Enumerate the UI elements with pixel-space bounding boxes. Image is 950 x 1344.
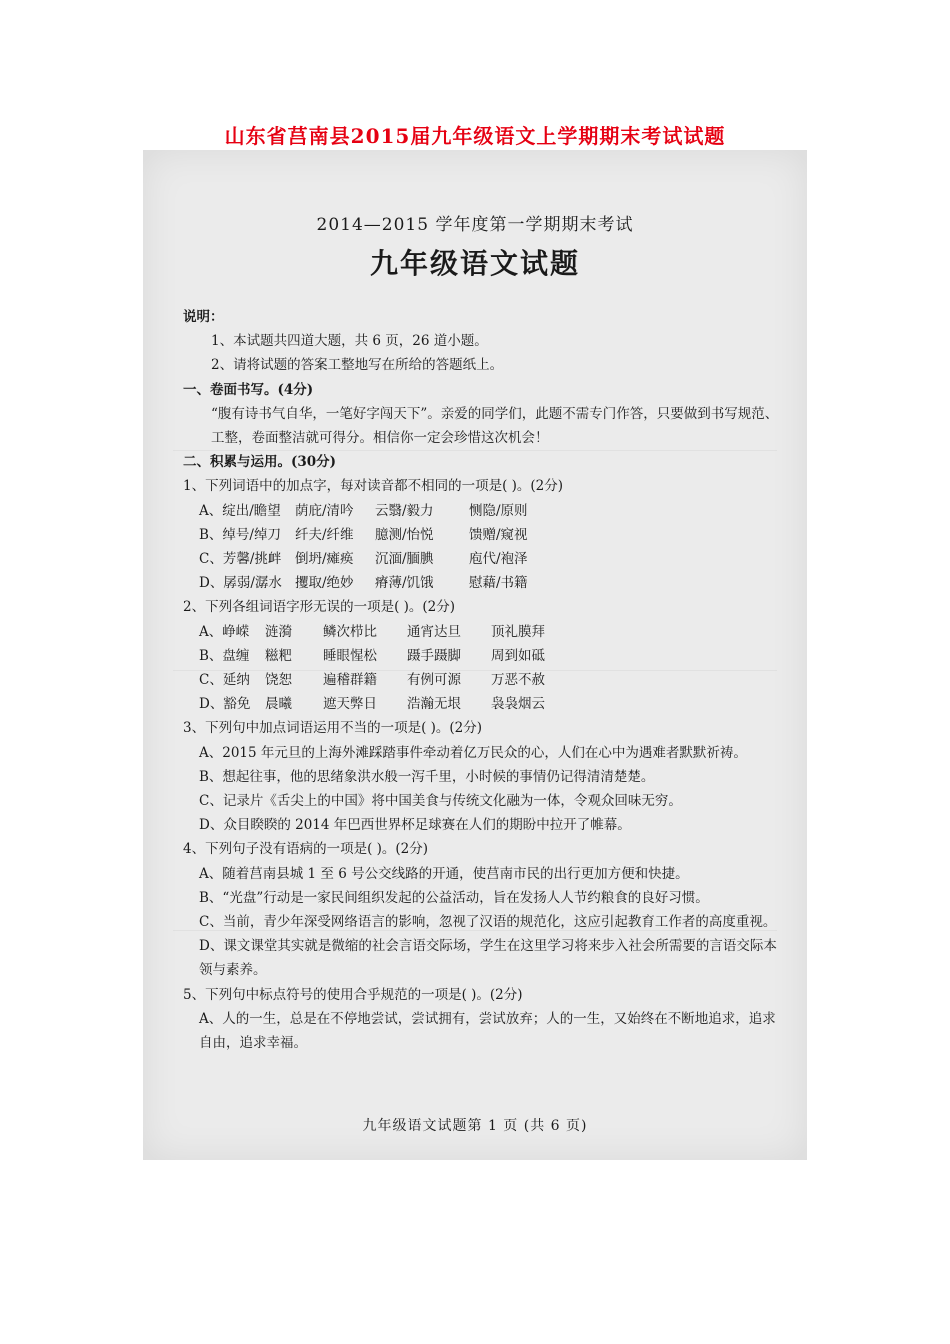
question-option <box>183 571 783 595</box>
option-cell: 臆测/怡悦 <box>375 526 434 543</box>
page-footer: 九年级语文试题第 1 页 (共 6 页) <box>362 1118 588 1134</box>
option-cell: 沉湎/腼腆 <box>375 551 434 568</box>
question-option: B、“光盘”行动是一家民间组织发起的公益活动，旨在发扬人人节约粮食的良好习惯。 <box>199 889 709 906</box>
option-cell: 通宵达旦 <box>407 623 461 640</box>
option-cell: 浩瀚无垠 <box>407 696 461 713</box>
option-cell: C、芳馨/挑衅 <box>199 551 282 568</box>
question-option <box>183 523 783 547</box>
option-cell: B、绰号/绰刀 <box>199 526 281 543</box>
option-cell: A、绽出/瞻望 <box>199 502 281 519</box>
option-cell: 有例可源 <box>407 672 461 689</box>
question-stem: 2、下列各组词语字形无误的一项是( )。(2分) <box>183 599 456 616</box>
exam-body <box>183 305 783 1055</box>
exam-main-title: 九年级语文试题 <box>369 247 580 280</box>
option-cell: 鳞次栉比 <box>323 623 377 640</box>
question-option <box>183 620 783 644</box>
option-cell: 糍粑 <box>265 647 292 664</box>
option-cell: 袅袅烟云 <box>491 696 545 713</box>
option-cell: 万恶不赦 <box>491 672 545 689</box>
option-cell: C、延纳 <box>199 672 250 689</box>
option-cell: 涟漪 <box>265 623 292 640</box>
option-cell: 蹑手蹑脚 <box>407 647 461 664</box>
document-title: 山东省莒南县2015届九年级语文上学期期末考试试题 <box>224 124 726 148</box>
question-stem: 3、下列句中加点词语运用不当的一项是( )。(2分) <box>183 720 483 737</box>
intro-label: 说明： <box>183 309 224 325</box>
option-cell: 周到如砥 <box>491 647 545 664</box>
question-option: A、2015 年元旦的上海外滩踩踏事件牵动着亿万民众的心，人们在心中为遇难者默默祈祷。 <box>199 744 747 761</box>
section-title: 二、积累与运用。(30分) <box>183 454 337 471</box>
question-option <box>183 668 783 692</box>
option-cell: 瘠薄/饥饿 <box>375 575 434 592</box>
option-cell: 攫取/绝妙 <box>295 575 354 592</box>
question-option <box>183 692 783 716</box>
option-cell: 纤夫/纤维 <box>295 526 354 543</box>
section-title: 一、卷面书写。(4分) <box>183 381 314 398</box>
question-stem: 4、下列句子没有语病的一项是( )。(2分) <box>183 841 429 858</box>
option-cell: 倒坍/瘫痪 <box>295 551 354 568</box>
intro-item: 1、本试题共四道大题，共 6 页，26 道小题。 <box>211 333 488 350</box>
scanned-exam-page <box>143 150 807 1160</box>
option-cell: 遮天弊日 <box>323 696 377 713</box>
question-option <box>183 547 783 571</box>
question-option: A、随着莒南县城 1 至 6 号公交线路的开通，使莒南市民的出行更加方便和快捷。 <box>199 865 689 882</box>
option-cell: 荫庇/清吟 <box>295 502 354 519</box>
question-option: D、课文课堂其实就是微缩的社会言语交际场，学生在这里学习将来步入社会所需要的言语交际本领与素养。 <box>199 938 777 979</box>
question-option: C、记录片《舌尖上的中国》将中国美食与传统文化融为一体，令观众回味无穷。 <box>199 793 682 810</box>
question-option: D、众目睽睽的 2014 年巴西世界杯足球赛在人们的期盼中拉开了帷幕。 <box>199 817 631 834</box>
option-cell: 饶恕 <box>265 672 292 689</box>
option-cell: 睡眼惺松 <box>323 647 377 664</box>
exam-term-header: 2014—2015 学年度第一学期期末考试 <box>316 215 634 235</box>
question-option: B、想起往事，他的思绪象洪水般一泻千里，小时候的事情仍记得清清楚楚。 <box>199 768 655 785</box>
question-option <box>183 644 783 668</box>
option-cell: 庖代/袍泽 <box>469 551 528 568</box>
option-cell: 慰藉/书籍 <box>469 575 528 592</box>
option-cell: 遍稽群籍 <box>323 672 377 689</box>
question-option <box>183 499 783 523</box>
section-text: “腹有诗书气自华，一笔好字闯天下”。亲爱的同学们，此题不需专门作答，只要做到书写规范、工整，卷面整洁就可得分。相信你一定会珍惜这次机会！ <box>211 405 779 447</box>
question-stem: 5、下列句中标点符号的使用合乎规范的一项是( )。(2分) <box>183 986 523 1003</box>
intro-item: 2、请将试题的答案工整地写在所给的答题纸上。 <box>211 357 504 374</box>
option-cell: 馈赠/窥视 <box>469 526 528 543</box>
option-cell: 顶礼膜拜 <box>491 623 545 640</box>
option-cell: 晨曦 <box>265 696 292 713</box>
option-cell: B、盘缠 <box>199 647 250 664</box>
option-cell: A、峥嵘 <box>199 623 250 640</box>
option-cell: 云翳/毅力 <box>375 502 434 519</box>
option-cell: 恻隐/原则 <box>469 502 528 519</box>
option-cell: D、豁免 <box>199 696 251 713</box>
question-option: C、当前，青少年深受网络语言的影响，忽视了汉语的规范化，这应引起教育工作者的高度重视。 <box>199 914 777 931</box>
option-cell: D、孱弱/潺水 <box>199 575 282 592</box>
question-option: A、人的一生，总是在不停地尝试，尝试拥有，尝试放弃；人的一生，又始终在不断地追求，追求自由，追求幸福。 <box>199 1010 776 1052</box>
question-stem: 1、下列词语中的加点字，每对读音都不相同的一项是( )。(2分) <box>183 478 564 495</box>
